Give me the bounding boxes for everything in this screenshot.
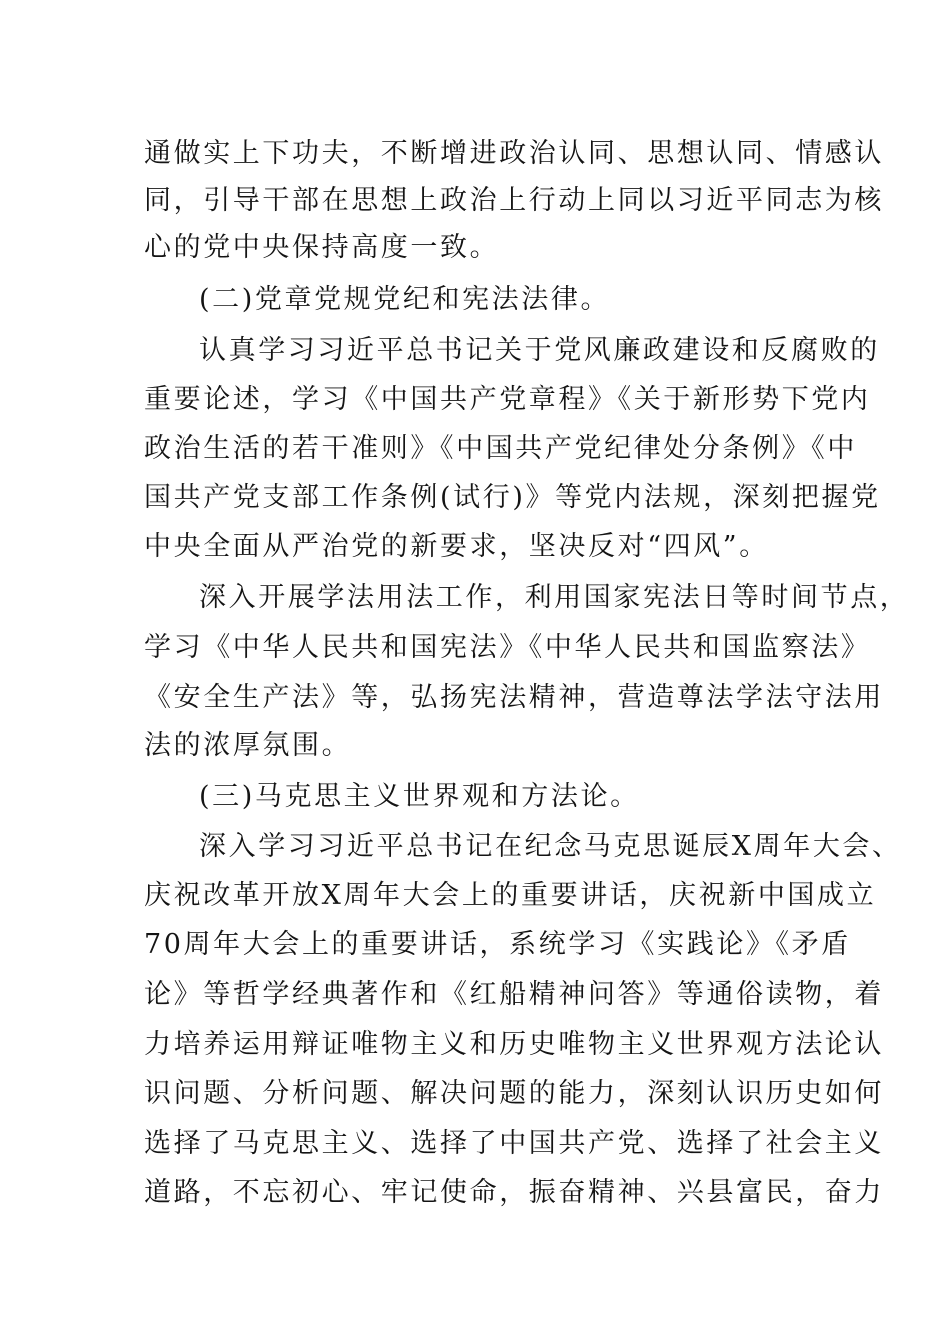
section-heading-2: (二)党章党规党纪和宪法法律。 [199,284,611,315]
body-text-line: 力培养运用辩证唯物主义和历史唯物主义世界观方法论认 [144,1029,884,1060]
section-heading-3: (三)马克思主义世界观和方法论。 [199,781,640,812]
body-text-line: 论》等哲学经典著作和《红船精神问答》等通俗读物，着 [144,979,884,1010]
body-text-line: 庆祝改革开放X周年大会上的重要讲话，庆祝新中国成立 [144,880,877,911]
paragraph-first-line: 深入开展学法用法工作，利用国家宪法日等时间节点， [199,582,910,613]
body-text-line: 政治生活的若干准则》《中国共产党纪律处分条例》《中 [144,433,857,464]
body-text-line: 《安全生产法》等，弘扬宪法精神，营造尊法学法守法用 [144,682,884,713]
body-text-line: 70周年大会上的重要讲话，系统学习《实践论》《矛盾 [144,929,851,960]
body-text-line: 法的浓厚氛围。 [144,730,352,761]
body-text-line: 心的党中央保持高度一致。 [144,232,500,263]
body-text-line: 同，引导干部在思想上政治上行动上同以习近平同志为核 [144,185,884,216]
body-text-line: 道路，不忘初心、牢记使命，振奋精神、兴县富民，奋力 [144,1177,884,1208]
body-text-line: 国共产党支部工作条例(试行)》等党内法规，深刻把握党 [144,482,881,513]
body-text-line: 通做实上下功夫，不断增进政治认同、思想认同、情感认 [144,138,884,169]
paragraph-first-line: 认真学习习近平总书记关于党风廉政建设和反腐败的 [199,335,880,366]
body-text-line: 重要论述，学习《中国共产党章程》《关于新形势下党内 [144,384,871,415]
body-text-line: 学习《中华人民共和国宪法》《中华人民共和国监察法》 [144,632,871,663]
body-text-line: 中央全面从严治党的新要求，坚决反对“四风”。 [144,531,769,562]
body-text-line: 选择了马克思主义、选择了中国共产党、选择了社会主义 [144,1128,884,1159]
body-text-line: 识问题、分析问题、解决问题的能力，深刻认识历史如何 [144,1078,884,1109]
paragraph-first-line: 深入学习习近平总书记在纪念马克思诞辰X周年大会、 [199,831,902,862]
